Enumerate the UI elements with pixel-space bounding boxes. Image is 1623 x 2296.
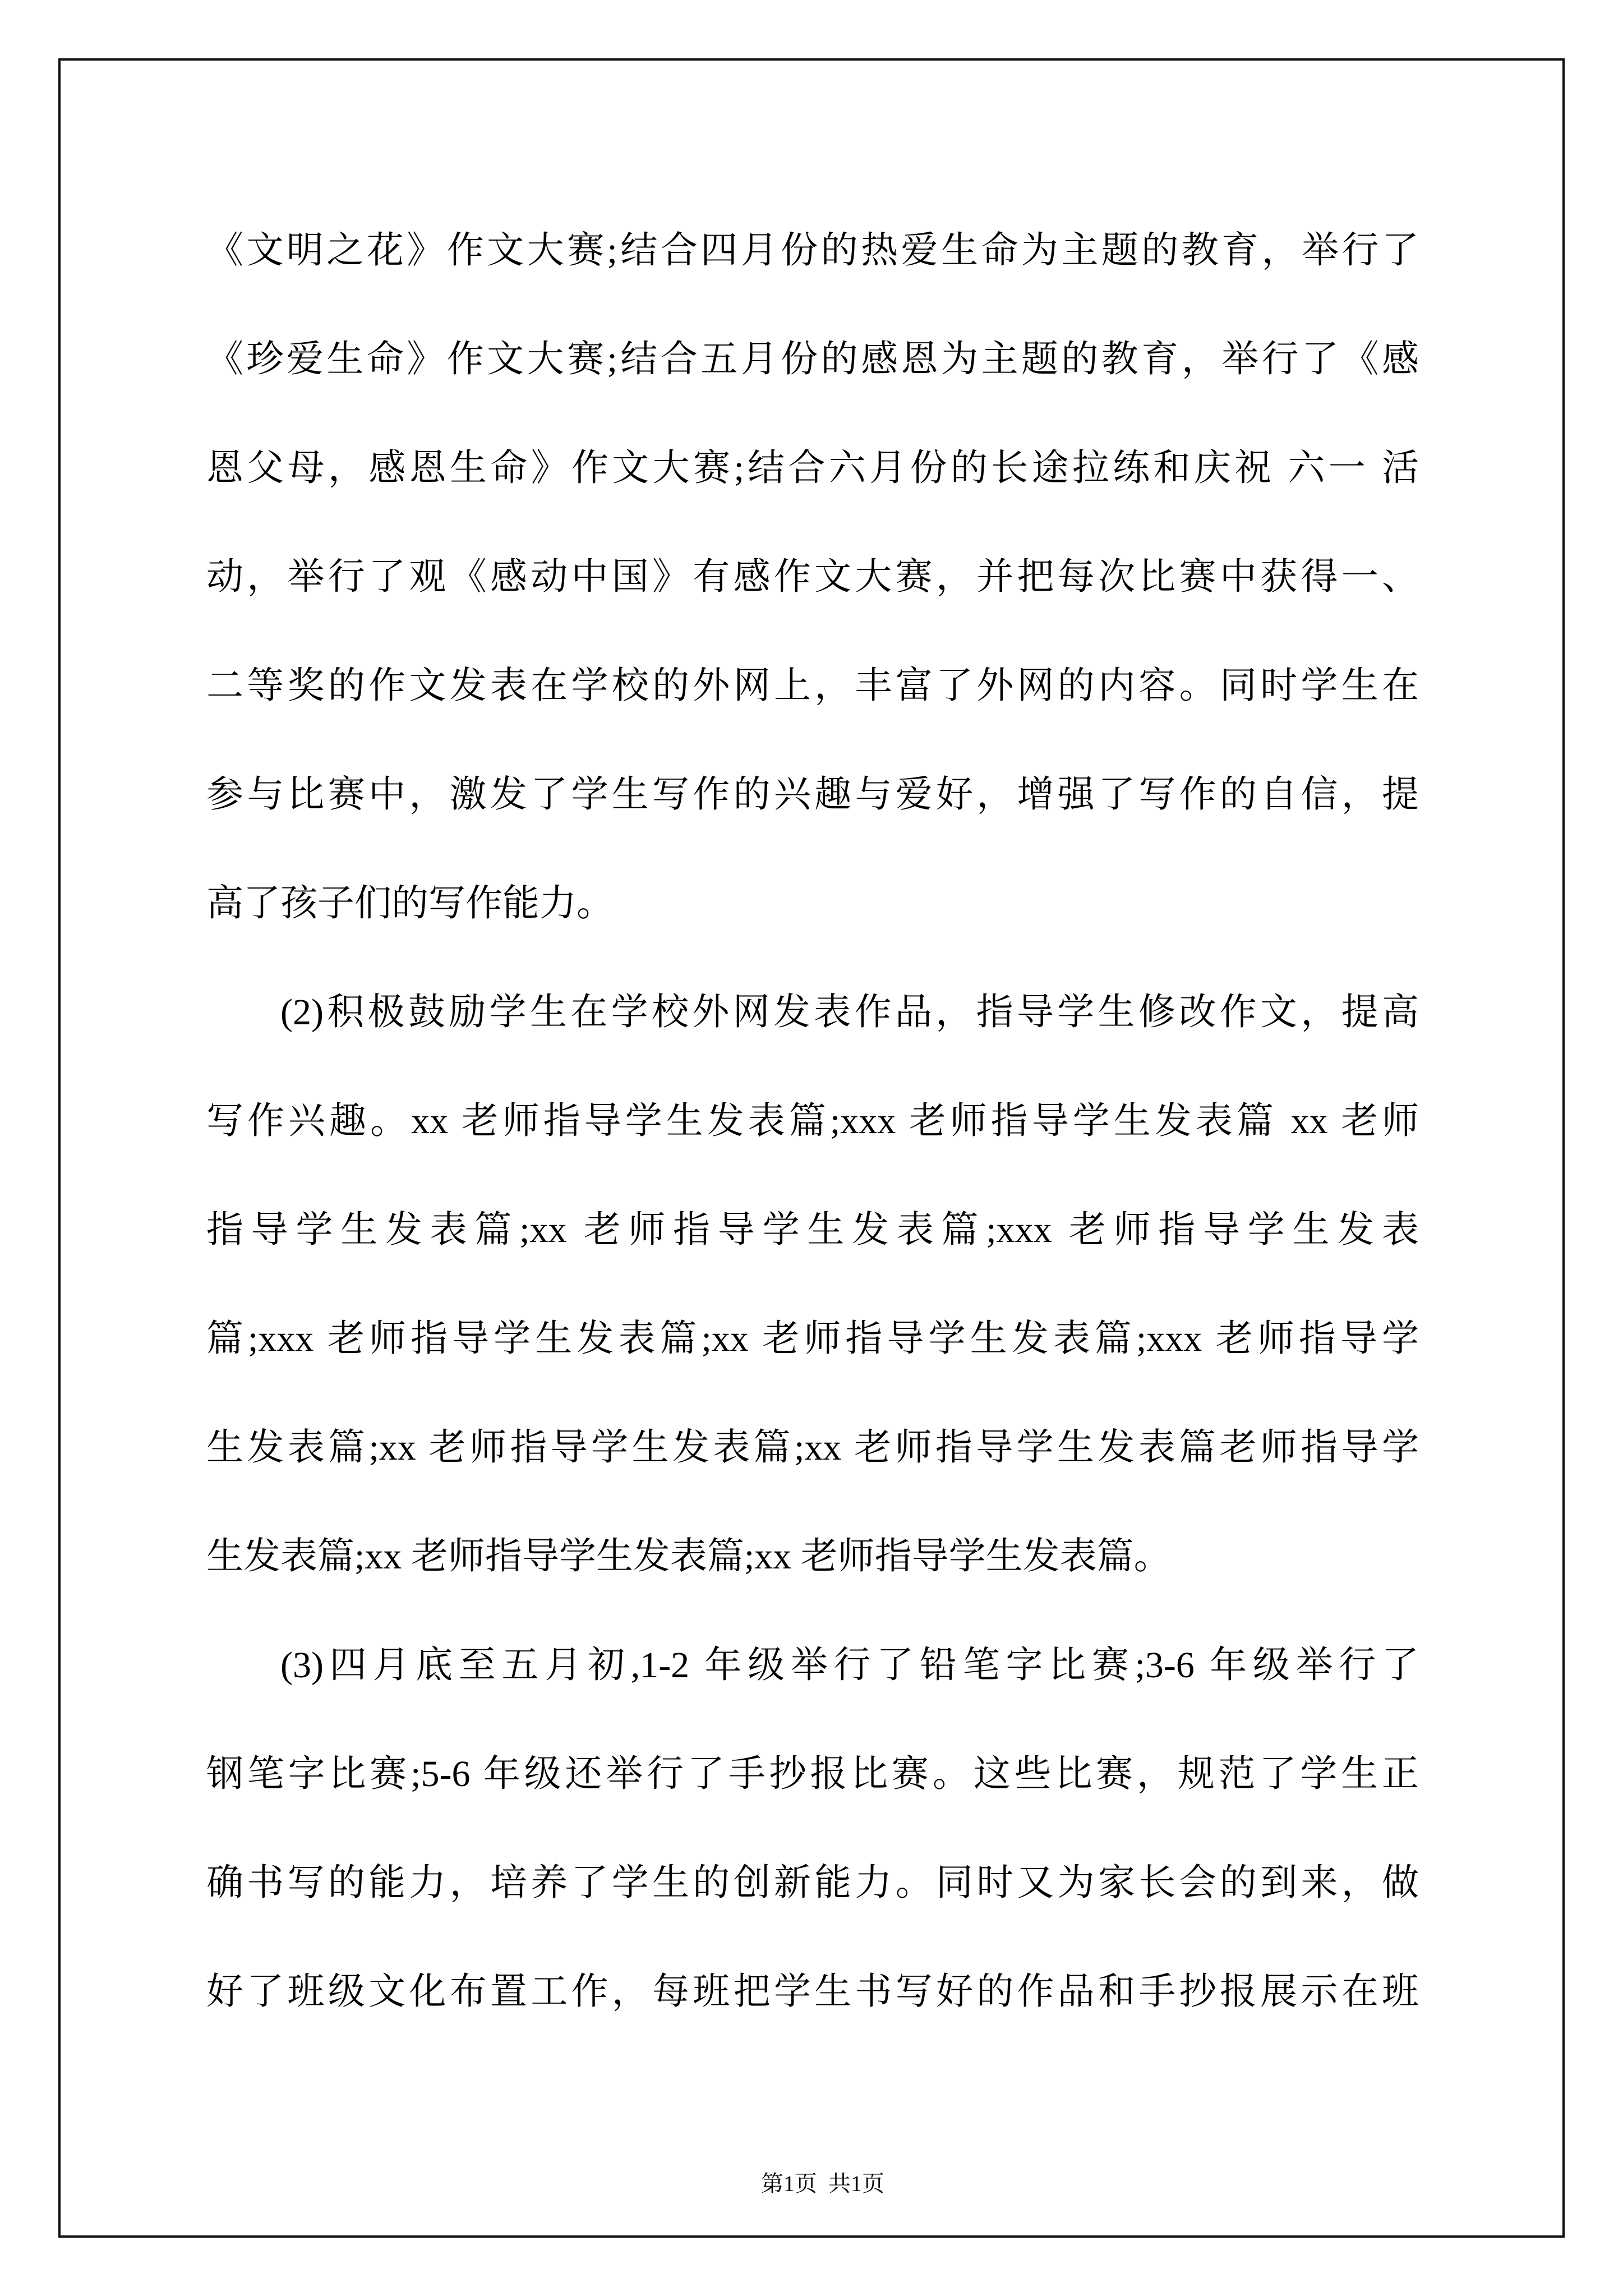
text-line: 参与比赛中，激发了学生写作的兴趣与爱好，增强了写作的自信，提 [206, 774, 1419, 815]
text-line: 好了班级文化布置工作，每班把学生书写好的作品和手抄报展示在班 [206, 1971, 1419, 2012]
text-line: 指导学生发表篇;xx 老师指导学生发表篇;xxx 老师指导学生发表 [206, 1209, 1419, 1250]
text-line: 《珍爱生命》作文大赛;结合五月份的感恩为主题的教育，举行了《感 [206, 339, 1419, 380]
text-line: 二等奖的作文发表在学校的外网上，丰富了外网的内容。同时学生在 [206, 665, 1419, 706]
text-line: 钢笔字比赛;5-6 年级还举行了手抄报比赛。这些比赛，规范了学生正 [206, 1754, 1419, 1795]
page-number: 第1页 共1页 [761, 2171, 884, 2196]
text-line: 生发表篇;xx 老师指导学生发表篇;xx 老师指导学生发表篇老师指导学 [206, 1427, 1419, 1468]
text-line: 篇;xxx 老师指导学生发表篇;xx 老师指导学生发表篇;xxx 老师指导学 [206, 1318, 1419, 1359]
text-line: (3)四月底至五月初,1-2 年级举行了铅笔字比赛;3-6 年级举行了 [280, 1645, 1419, 1686]
text-line: 《文明之花》作文大赛;结合四月份的热爱生命为主题的教育，举行了 [206, 230, 1419, 271]
text-line: 动，举行了观《感动中国》有感作文大赛，并把每次比赛中获得一、 [206, 556, 1419, 597]
paragraph [206, 1611, 1419, 2046]
paragraph [206, 958, 1419, 1611]
document-body [206, 196, 1419, 2046]
text-line: 高了孩子们的写作能力。 [206, 883, 614, 924]
paragraph [206, 196, 1419, 958]
page-footer [0, 2143, 1623, 2224]
text-line: 写作兴趣。xx 老师指导学生发表篇;xxx 老师指导学生发表篇 xx 老师 [206, 1101, 1419, 1142]
text-line: 确书写的能力，培养了学生的创新能力。同时又为家长会的到来，做 [206, 1862, 1419, 1903]
text-line: (2)积极鼓励学生在学校外网发表作品，指导学生修改作文，提高 [280, 992, 1419, 1033]
text-line: 恩父母，感恩生命》作文大赛;结合六月份的长途拉练和庆祝 六一 活 [206, 448, 1419, 489]
text-line: 生发表篇;xx 老师指导学生发表篇;xx 老师指导学生发表篇。 [206, 1536, 1171, 1577]
